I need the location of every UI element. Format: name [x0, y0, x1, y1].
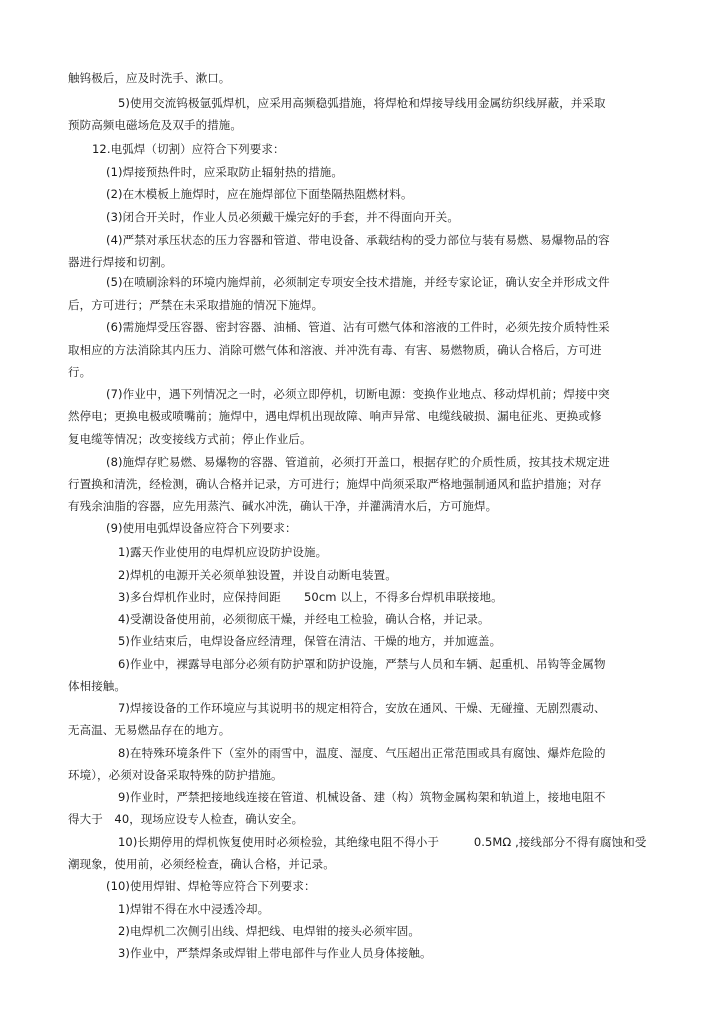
- text-line: 行置换和清洗，经检测，确认合格并记录，方可进行；施焊中尚须采取严格地强制通风和监护措施；对存: [68, 477, 602, 491]
- text-line: 体相接触。: [68, 679, 126, 693]
- text-line: (8)施焊存贮易燃、易爆物的容器、管道前，必须打开盖口，根据存贮的介质性质，按其技术规定进: [106, 455, 610, 469]
- list-item: 4)受潮设备使用前，必须彻底干燥，并经电工检验，确认合格，并记录。: [118, 612, 490, 626]
- list-item: 2)电焊机二次侧引出线、焊把线、电焊钳的接头必须牢固。: [118, 924, 420, 938]
- list-item: 3)多台焊机作业时，应保持间距 50cm 以上，不得多台焊机串联接地。: [118, 590, 503, 604]
- section-heading: 12.电弧焊（切割）应符合下列要求：: [92, 142, 285, 156]
- text-line: 潮现象，使用前，必须经检查，确认合格，并记录。: [68, 857, 335, 871]
- text-line: (6)需施焊受压容器、密封容器、油桶、管道、沾有可燃气体和溶液的工件时，必须先按介质特性采: [106, 320, 610, 334]
- list-item: 5)作业结束后，电焊设备应经清理，保管在清洁、干燥的地方，并加遮盖。: [118, 634, 502, 648]
- list-item: 1)焊钳不得在水中浸透冷却。: [118, 902, 270, 916]
- text-line: (3)闭合开关时，作业人员必须戴干燥完好的手套，并不得面向开关。: [106, 210, 459, 224]
- list-item: 9)作业时，严禁把接地线连接在管道、机械设备、建（构）筑物金属构架和轨道上，接地电阻不: [118, 790, 606, 804]
- text-line: (5)在喷刷涂料的环境内施焊前，必须制定专项安全技术措施，并经专家论证，确认安全并形成文件: [106, 275, 610, 289]
- list-item: 7)焊接设备的工作环境应与其说明书的规定相符合，安放在通风、干燥、无碰撞、无剧烈震动、: [118, 701, 606, 715]
- text-line: 取相应的方法消除其内压力、消除可燃气体和溶液、并冲洗有毒、有害、易燃物质，确认合格后，方可进: [68, 343, 602, 357]
- text-line: 触钨极后，应及时洗手、漱口。: [68, 71, 231, 85]
- list-item: 3)作业中，严禁焊条或焊钳上带电部件与作业人员身体接触。: [118, 946, 432, 960]
- text-line: 得大于 40，现场应设专人检查，确认安全。: [68, 812, 304, 826]
- list-item: 2)焊机的电源开关必须单独设置，并设自动断电装置。: [118, 568, 397, 582]
- text-line: 行。: [68, 365, 92, 379]
- text-line: 预防高频电磁场危及双手的措施。: [68, 118, 242, 132]
- text-line: 有残余油脂的容器，应先用蒸汽、碱水冲洗，确认干净，并灌满清水后，方可施焊。: [68, 499, 498, 513]
- list-item: 6)作业中，裸露导电部分必须有防护罩和防护设施，严禁与人员和车辆、起重机、吊钩等金属物: [118, 657, 606, 671]
- list-item: 10)长期停用的焊机恢复使用时必须检验，其绝缘电阻不得小于 0.5MΩ ,接线部分不得有腐蚀和受: [118, 835, 647, 849]
- subsection-heading: (10)使用焊钳、焊枪等应符合下列要求：: [106, 879, 316, 893]
- text-line: (1)焊接预热件时，应采取防止辐射热的措施。: [106, 165, 343, 179]
- text-line: 然停电；更换电极或喷嘴前；施焊中，遇电焊机出现故障、响声异常、电缆线破损、漏电征兆、更换或修: [68, 409, 602, 423]
- text-line: 复电缆等情况；改变接线方式前；停止作业后。: [68, 432, 312, 446]
- text-line: 无高温、无易燃品存在的地方。: [68, 723, 231, 737]
- text-line: 环境），必须对设备采取特殊的防护措施。: [68, 768, 283, 782]
- text-line: 5)使用交流钨极氩弧焊机，应采用高频稳弧措施，将焊枪和焊接导线用金属纺织线屏蔽，并采取: [118, 96, 606, 110]
- text-line: (4)严禁对承压状态的压力容器和管道、带电设备、承载结构的受力部位与装有易燃、易爆物品的容: [106, 233, 610, 247]
- text-line: 器进行焊接和切割。: [68, 255, 173, 269]
- text-line: (2)在木模板上施焊时，应在施焊部位下面垫隔热阻燃材料。: [106, 187, 413, 201]
- subsection-heading: (9)使用电弧焊设备应符合下列要求：: [106, 521, 297, 535]
- text-line: (7)作业中，遇下列情况之一时，必须立即停机，切断电源：变换作业地点、移动焊机前；焊接中突: [106, 387, 610, 401]
- list-item: 8)在特殊环境条件下（室外的雨雪中，温度、湿度、气压超出正常范围或具有腐蚀、爆炸危险的: [118, 746, 606, 760]
- list-item: 1)露天作业使用的电焊机应设防护设施。: [118, 545, 328, 559]
- text-line: 后，方可进行；严禁在未采取措施的情况下施焊。: [68, 298, 324, 312]
